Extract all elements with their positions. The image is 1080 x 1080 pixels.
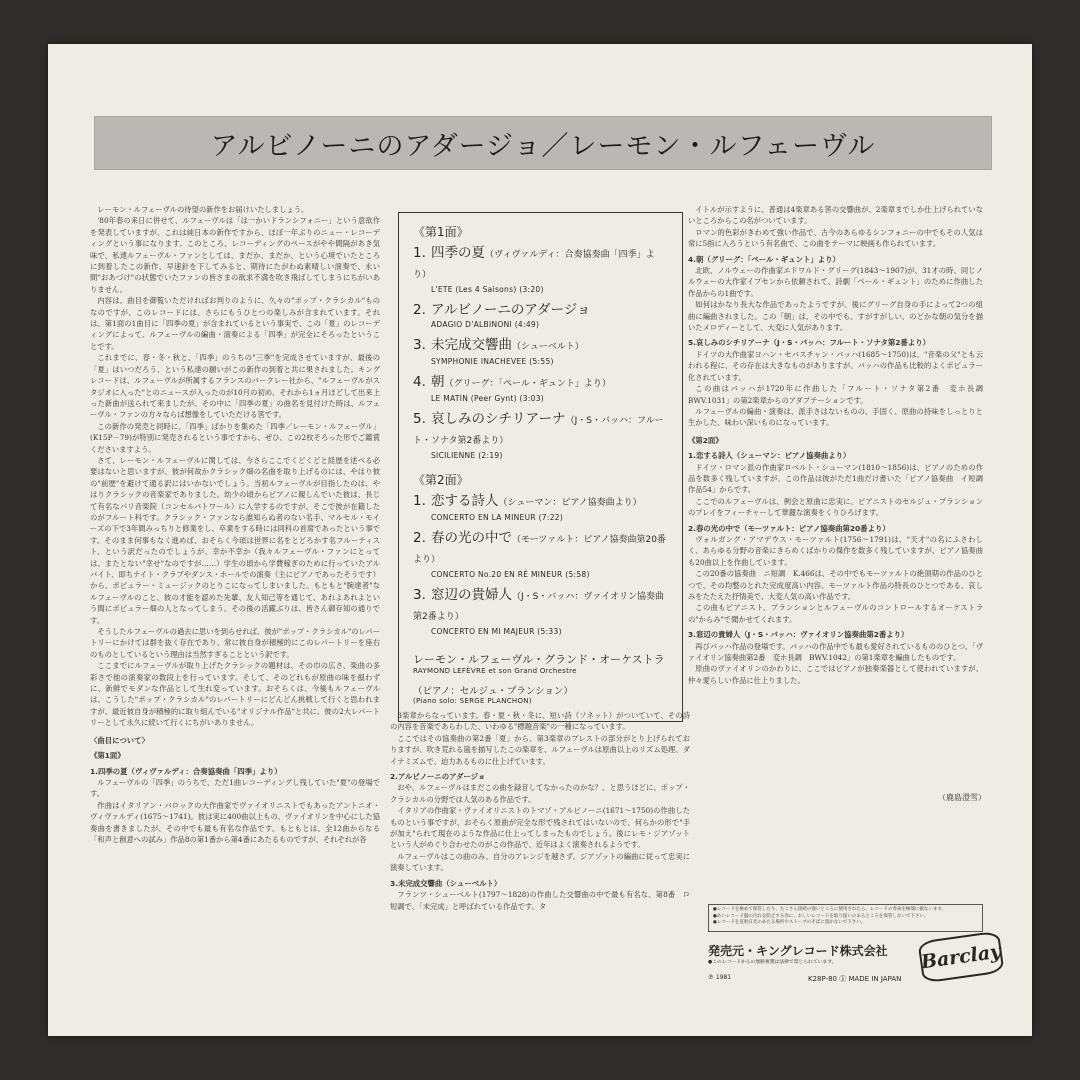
title-band: [94, 116, 992, 170]
track-entry: [413, 586, 668, 637]
track-title: 恋する詩人: [431, 493, 499, 509]
track-entry: [413, 244, 668, 295]
liner-paragraph: この曲はバッハが1720年に作曲した「フルート・ソナタ第2番 変ホ長調 BWV.1031」の第2楽章からのアダプテーションです。: [688, 384, 991, 405]
track-original-title: SICILIENNE (2:19): [431, 451, 503, 460]
track-title: 朝: [431, 374, 445, 390]
track-original-title: CONCERTO No.20 EN RÉ MINEUR (5:58): [431, 570, 590, 579]
track-entry: [413, 529, 668, 580]
tracklist-box: [398, 212, 683, 722]
track-note-heading: 1.恋する詩人（シューマン：ピアノ協奏曲より）: [688, 451, 851, 461]
performer-name-en: RAYMOND LEFÈVRE et son Grand Orchestre: [413, 667, 577, 675]
liner-paragraph: イトルが示すように、普通は4楽章ある筈の交響曲が、2楽章までしか仕上げられていないところからこの名がついています。: [688, 205, 983, 226]
track-composer: （ヴィヴァルディ：合奏協奏曲「四季」より）: [413, 250, 655, 280]
pianist-credit-en: (Piano solo: SERGE PLANCHON): [413, 697, 532, 705]
liner-paragraph: 内容は、曲目を御覧いただければお判りのように、久々の"ポップ・クラシカル"ものなのですが、このレコードには、さらにもうひとつの楽しみが含まれています。それは、第1面の1曲目に「四季の夏」が含まれているという事実で、この「夏」のレコーディングによって、ルフェーヴルの編曲・演奏による「四季」が完全にそろったということです。: [90, 296, 380, 351]
liner-paragraph: この新作の発売と同時に、「四季」ばかりを集めた「四季／レーモン・ルフェーヴル」(K15P－79)が特別に発売されるという事ですから、ぜひ、この2枚そろった形でご鑑賞くださいますよう。: [90, 421, 380, 454]
track-original-title: CONCERTO EN LA MINEUR (7:22): [431, 513, 564, 522]
author-signature: （鹿島澄雪）: [938, 793, 986, 802]
liner-paragraph: ルフェーヴルの「四季」のうちで、ただ1曲レコーディングし残していた"夏"の登場です。: [90, 777, 380, 799]
track-original-title: LE MATIN (Peer Gynt) (3:03): [431, 394, 545, 403]
track-title-line: [413, 373, 668, 393]
track-composer: （シューマン：ピアノ協奏曲より）: [498, 498, 642, 508]
track-entry: [413, 410, 668, 461]
track-title-line: [413, 586, 668, 626]
liner-paragraph: 如何はかなり長大な作品であったようですが、後にグリーグ自身の手によって2つの組曲に編曲されました。この「朝」は、その中でも、すがすがしい、のどかな朝の気分を描いたメロディーとして、大変に人気があります。: [688, 300, 983, 333]
liner-paragraph: 原曲のヴァイオリンのかわりに、ここではピアノが独奏楽器として使われていますが、仲々愛らしい作品に仕上りました。: [688, 664, 983, 685]
liner-notes-left-column: [90, 204, 380, 1024]
performer-name-jp: レーモン・ルフェーヴル・グランド・オーケストラ: [413, 653, 665, 666]
liner-paragraph: 北欧、ノルウェーの作曲家エドワルド・グリーグ(1843～1907)が、31才の時、同じノルウェーの大作家イプセンから依頼されて、詩劇「ペール・ギュント」のために作曲した作品からの1曲です。: [688, 266, 983, 298]
track-entry: [413, 492, 668, 523]
care-notice-line: ●あいレコード盤の汚れを防止する為に、おしいレコードを取り扱いのあるところを保管しないで下さい。: [713, 913, 929, 919]
performer-credits: [413, 651, 668, 705]
track-note-heading: 2.アルビノーニのアダージョ: [390, 772, 486, 782]
liner-paragraph: '80年春の来日に併せて、ルフェーヴルは「は一かいドランシフォニー」という意欲作を発表していますが、これは純日本の新作ですから、ほぼ一年ぶりのニュー・レコーディングという事になります。このところ、レコーディングのペースがやや間隔があき気味で、私達ルフェーヴル・ファンとしては、まだか、まだか、という心境でいたところに到着したこの新作、早速針を下してみると、期待にたがわぬ素晴しい演奏で、永い間"おあづけ"の状態でいたファンの皆さまの欲求不満を吹き飛ばしてしまうにちがいありません。: [90, 216, 380, 294]
track-title: 四季の夏: [431, 245, 485, 261]
track-number: 2.: [413, 530, 426, 546]
liner-paragraph: ヴォルガング・アマデウス・モーツァルト(1756～1791)は、"天才"の名にふさわしく、あらゆる分野の音楽にきらめくばかりの傑作を数多く残していますが、ピアノ協奏曲も20曲以上を作曲しています。: [688, 534, 983, 567]
liner-paragraph: 3楽章からなっています。春・夏・秋・冬に、短い詩（ソネット）がついていて、その詩の内容を音楽であらわした、いわゆる"標題音楽"の一種になっています。: [390, 711, 690, 732]
liner-notes-right-column: [688, 204, 991, 789]
track-original-title: L'ETE (Les 4 Saisons) (3:20): [431, 285, 544, 294]
track-number: 1.: [413, 245, 426, 261]
liner-paragraph: この20番の協奏曲 ニ短調 K.466は、その中でもモーツァルトの絶頂期の作品のひとつで、その均整のとれた完成度高い内容、モーツァルト作品の特長のひとつである、哀しみをたたえた抒情美で、大変人気の高い作品です。: [688, 569, 983, 601]
track-title-line: [413, 301, 668, 319]
track-title-line: [413, 492, 668, 512]
track-number: 3.: [413, 587, 426, 603]
track-composer: （J・S・バッハ：フルート・ソナタ第2番より）: [413, 416, 664, 446]
liner-paragraph: これまでに、春・冬・秋と、「四季」のうちの"三季"を完成させていますが、最後の「夏」はいつだろう、という私達の願いがこの新作の到着と共に果されました。キングレコードは、ルフェーヴルが所属するフランスのバークレー社から、"ルフェーヴルがスタジオに入った"とのニュースが入ったのが10月の初め、それから1ヵ月ほどして出来上った新曲が送られて来ましたが、その中に「四季の夏」の曲名を見付けた時は、ルフェーヴル・ファンの方々ならば想像をしていただける筈です。: [90, 353, 380, 420]
liner-paragraph: フランツ・シューベルト(1797～1828)の作曲した交響曲の中で最も有名な、第8番 ロ短調で、「未完成」と呼ばれている作品です。タ: [390, 890, 690, 911]
liner-paragraph: ここでのルフェーヴルは、例会と原曲に忠実に、ピアニストのセルジュ・プランションのプレイをフィーチャーして華麗な演奏をくりひろげます。: [688, 496, 983, 518]
track-number: 1.: [413, 493, 426, 509]
liner-paragraph: さて、レーモン・ルフェーヴルに関しては、今さらここでくどくどと経歴を述べる必要はないと思いますが、彼が何故かクラシック畑の名曲を取り上げるのには、やはり彼の"前歴"を避けて通る訳にはいかないでしょう。当初ルフェーヴルが目指したのは、やはりクラシックの音楽家でありました。幼少の頃からピアノに親しんでいた彼は、長じて有名なパリ音楽院（コンセルバトワール）に入学するのですが、そこで彼が在籍したのがフルート科です。クラシック・ファンなら誰知らぬ者のない名手、マルセル・モイーズの下で3年間みっちりと修業をし、卒業をする時には同科の首席であったという事です。そのまま何事もなく進めば、おそらく今頃は世界に名をとどろかす名フルーティスト、という訳だったのでしょうが、幸か不幸か（我々ルフェーヴル・ファンにとっては、またとない"幸せ"なのですが……）学生の頃から学費稼ぎのために行っていたアルバイト、即ちナイト・クラブやダンス・ホールでの演奏（主にピアノであったそうです）から、ポピュラー・ミュージックのとりこになってしまいました。もともと"腕達者"なルフェーヴルのこと、彼の才能を認めた先輩、友人知己等を通じて、あれよあれよという間にポピュラー畑の人となってしまう。その後の活躍ぶりは、皆さん御存知の通りです。: [90, 455, 380, 625]
side1-label: 《第1面》: [90, 751, 125, 761]
liner-paragraph: ドイツの大作曲家ヨハン・セバスチャン・バッハ(1685～1750)は、"音楽の父"とも云われる程に、その存在は大きなものがありますが、バッハの作品も比較的よくポピュラー化されています。: [688, 349, 983, 382]
track-title: 未完成交響曲: [431, 337, 512, 353]
track-note-heading: 1.四季の夏（ヴィヴァルディ：合奏協奏曲「四季」より）: [90, 766, 282, 776]
liner-paragraph: 再びバッハ作品の登場です。バッハの作品中でも最も愛好されているもののひとつ、「ヴァイオリン協奏曲第2番 変ホ長調 BWV.1042」の第1楽章を編曲したものです。: [688, 641, 983, 663]
track-number: 3.: [413, 337, 426, 353]
liner-paragraph: おや、ルフェーヴルはまだこの曲を録音してなかったのかな？、と思うほどに、ポップ・クラシカルの分野では人気のある作品です。: [390, 783, 690, 804]
track-original-title: ADAGIO D'ALBINONI (4:49): [431, 320, 540, 329]
liner-notes-middle-column: [390, 710, 690, 1010]
track-title-line: [413, 529, 668, 569]
side2-track-list: [413, 492, 668, 637]
pianist-credit-jp: （ピアノ：セルジュ・プランション）: [413, 686, 573, 697]
track-title: 哀しみのシチリアーナ: [431, 411, 566, 427]
track-title-line: [413, 336, 668, 356]
about-tracks-heading: 〈曲目について〉: [90, 735, 149, 745]
publisher-name: 発売元・キングレコード株式会社: [708, 944, 888, 958]
track-note-heading: 3.窓辺の貴婦人（J・S・バッハ：ヴァイオリン協奏曲第2番より）: [688, 630, 909, 640]
record-sleeve: [48, 44, 1032, 1036]
liner-paragraph: ルフェーヴルはこの曲のみ、自分のアレンジを越さず、ジアゾットの編曲に従って忠実に演奏しています。: [390, 851, 690, 873]
side2-label: 《第2面》: [688, 435, 723, 445]
liner-paragraph: ドイツ・ロマン派の作曲家ロベルト・シューマン(1810～1856)は、ピアノのための作品を数多く残していますが、この作品は彼がただ1曲だけ書いた「ピアノ協奏曲 イ短調 作品54」からです。: [688, 462, 991, 495]
liner-paragraph: 作曲はイタリアン・バロックの大作曲家でヴァイオリニストでもあったアントニオ・ヴィヴァルディ(1675～1741)。彼は実に400曲以上もの、ヴァイオリンを中心にした協奏曲を書きましたが、その中でも最も有名な作品です。もともとは、全12曲からなる「和声と創意への試み」作品8の第1番から第4番にあたるものですが、それぞれが各: [90, 800, 380, 844]
phonogram-year: ℗ 1981: [708, 974, 732, 981]
liner-paragraph: イタリアの作曲家・ヴァイオリニストのトマゾ・アルビノーニ(1671～1750)の作曲したものという事ですが、おそらく原曲が完全な形で残されてはいないので、何らかの形で"手が加え"られて現在のような作品に仕上ってしまったものでしょう。後にレモ・ジアゾットという人がめぐり合わせたのがこの作品で、近年はよく演奏されるようです。: [390, 806, 690, 850]
track-composer: （J・S・バッハ：ヴァイオリン協奏曲第2番より）: [413, 592, 665, 622]
album-title: アルビノーニのアダージョ／レーモン・ルフェーヴル: [210, 130, 876, 162]
liner-paragraph: ロマン的色彩がきわめて強い作品で、古今のあらゆるシンフォニーの中でもその人気は常に5指に入ろうという有名曲で、この曲をテーマに映画も作られています。: [688, 227, 983, 249]
track-entry: [413, 373, 668, 404]
track-note-heading: 4.朝（グリーグ：「ペール・ギュント」より）: [688, 254, 840, 264]
track-entry: [413, 336, 668, 367]
track-note-heading: 2.春の光の中で（モーツァルト：ピアノ協奏曲第20番より）: [688, 523, 890, 533]
track-number: 2.: [413, 302, 426, 318]
track-original-title: SYMPHONIE INACHEVEE (5:55): [431, 357, 554, 366]
care-notice-line: ●レコードを極めて保管したり、たこさん接続の強いところに使用されたら、レコードの寿命を極端に損ないます。: [713, 907, 947, 912]
barclay-logo: Barclay: [917, 930, 1004, 983]
side2-heading: 《第2面》: [413, 473, 469, 487]
liner-paragraph: ここではその協奏曲の第2番「夏」から、第3楽章のプレストの部分がとり上げられておりますが、吹き荒れる嵐を描写したこの楽章を、ルフェーヴルは原曲以上のリズム処理、ダイナミズムで、迫力あるものに仕上げています。: [390, 733, 690, 766]
track-title: 春の光の中で: [431, 530, 512, 546]
liner-paragraph: ここまでにルフェーヴルが取り上げたクラシックの題材は、その巾の広さ、楽曲の多彩さで他の演奏家の数段上を行っています。そして、そのどれもが原曲の味を損わずに、新鮮でモダンな作品として生れ変っています。おそらくは、今後もルフェーヴルは、こうした"ポップ・クラシカル"のレパートリーにどんどん挑戦して行くと思われますが、最近彼自身が積極的に取り組んでいる"オリジナル作品"と共に、彼の2大レパートリーとして永久に続いて行くにちがいありません。: [90, 661, 380, 728]
track-original-title: CONCERTO EN MI MAJEUR (5:33): [431, 627, 562, 636]
side1-track-list: [413, 244, 668, 461]
track-title-line: [413, 410, 668, 450]
track-number: 5.: [413, 411, 426, 427]
track-entry: [413, 301, 668, 330]
track-title-line: [413, 244, 668, 284]
copyright-warning: ●このレコードからの無断複製は法律で禁じられています。: [708, 960, 837, 965]
liner-paragraph: この曲もピアニスト、プランションとルフェーヴルのコントロールするオーケストラの"からみ"で聞かせてくれます。: [688, 603, 983, 624]
track-note-heading: 5.哀しみのシチリアーナ（J・S・バッハ：フルート・ソナタ第2番より）: [688, 338, 930, 348]
track-title: 窓辺の貴婦人: [431, 587, 512, 603]
track-title: アルビノーニのアダージョ: [431, 302, 591, 318]
liner-paragraph: レーモン・ルフェーヴルの待望の新作をお届けいたしましょう。: [97, 205, 309, 214]
side1-heading: 《第1面》: [413, 225, 469, 239]
catalog-number: K28P-80 ⓚ MADE IN JAPAN: [808, 975, 902, 983]
care-notice-line: ●レコードを直射日光のあたる場所やストーブのそばに置かないで下さい。: [713, 920, 866, 926]
track-note-heading: 3.未完成交響曲（シューベルト）: [390, 878, 502, 888]
track-composer: （シューベルト）: [512, 342, 584, 352]
liner-paragraph: そうしたルフェーヴルの過去に思いを到らせれば、彼が"ポップ・クラシカル"のレパートリーにかけては群を抜く存在であり、常に彼自身が積極的にこのレパートリーを座右のものとしているという理由は当然すぎることという訳です。: [90, 627, 380, 659]
liner-paragraph: ルフェーヴルの編曲・演奏は、派手さはないものの、手固く、原曲の持味をしっとりと生かした、味わい深いものになっています。: [688, 406, 983, 428]
track-composer: （モーツァルト：ピアノ協奏曲第20番より）: [413, 535, 666, 565]
track-number: 4.: [413, 374, 426, 390]
care-notice-box: [708, 904, 983, 932]
track-composer: （グリーグ：「ペール・ギュント」より）: [444, 379, 611, 389]
